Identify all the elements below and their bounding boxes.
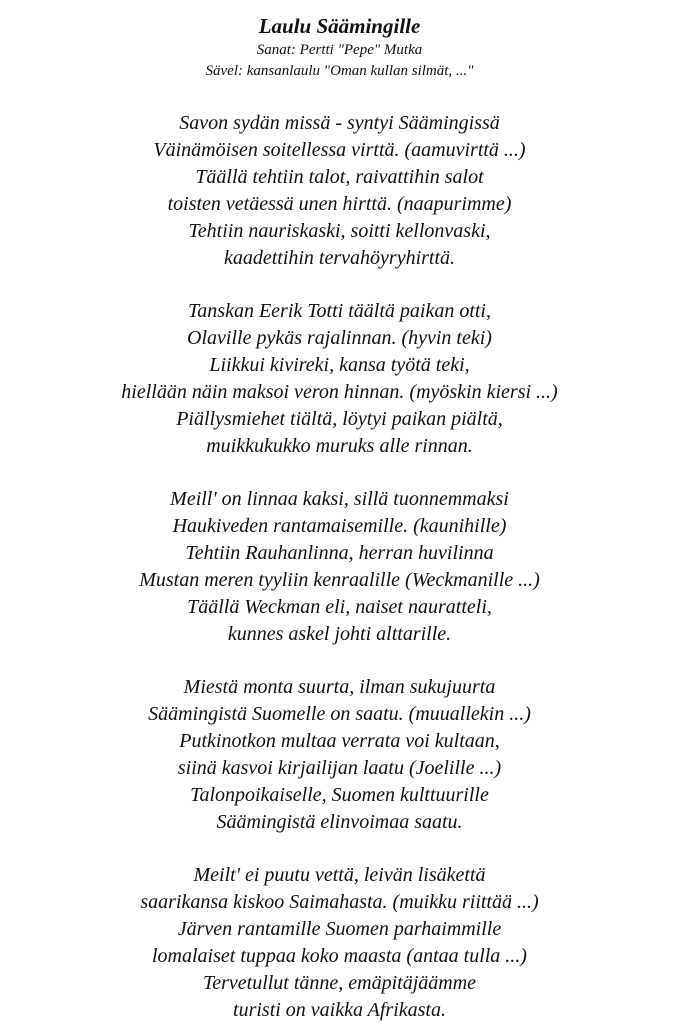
lyric-line: Savon sydän missä - syntyi Säämingissä: [179, 112, 500, 134]
song-title: Laulu Säämingille: [258, 14, 421, 38]
lyric-line: Olaville pykäs rajalinnan. (hyvin teki): [187, 327, 492, 349]
lyric-line: Haukiveden rantamaisemille. (kaunihille): [172, 515, 507, 537]
stanza-1: [0, 110, 679, 272]
lyric-line: Järven rantamille Suomen parhaimmille: [177, 918, 502, 940]
lyric-line: Säämingistä Suomelle on saatu. (muuallekin ...): [148, 703, 531, 725]
lyric-line: hiellään näin maksoi veron hinnan. (myöskin kiersi ...): [121, 381, 558, 403]
lyric-line: Meill' on linnaa kaksi, sillä tuonnemmaksi: [170, 488, 509, 510]
lyrics-credit: Sanat: Pertti "Pepe" Mutka: [256, 42, 423, 58]
lyric-line: Säämingistä elinvoimaa saatu.: [216, 811, 463, 833]
melody-credit: Sävel: kansanlaulu "Oman kullan silmät, ...": [205, 63, 474, 79]
lyric-line: Tehtiin Rauhanlinna, herran huvilinna: [185, 542, 494, 564]
lyric-line: turisti on vaikka Afrikasta.: [233, 999, 446, 1021]
lyric-line: Putkinotkon multaa verrata voi kultaan,: [179, 730, 500, 752]
lyric-line: toisten vetäessä unen hirttä. (naapurimme): [167, 193, 512, 215]
lyric-line: Tehtiin nauriskaski, soitti kellonvaski,: [188, 220, 491, 242]
lyric-line: Meilt' ei puutu vettä, leivän lisäkettä: [193, 864, 486, 886]
lyric-line: Tanskan Eerik Totti täältä paikan otti,: [188, 300, 491, 322]
stanza-3: [0, 486, 679, 648]
stanza-2: [0, 298, 679, 460]
lyric-line: lomalaiset tuppaa koko maasta (antaa tulla ...): [152, 945, 527, 967]
lyric-line: Talonpoikaiselle, Suomen kulttuurille: [190, 784, 489, 806]
lyrics-body: [0, 110, 679, 1024]
lyric-line: saarikansa kiskoo Saimahasta. (muikku riittää ...): [140, 891, 539, 913]
lyric-line: Mustan meren tyyliin kenraalille (Weckmanille ...): [139, 569, 540, 591]
lyric-line: siinä kasvoi kirjailijan laatu (Joelille ...): [177, 757, 502, 779]
lyric-line: Tervetullut tänne, emäpitäjäämme: [202, 972, 477, 994]
lyric-line: muikkukukko muruks alle rinnan.: [206, 435, 473, 457]
lyric-line: kunnes askel johti alttarille.: [227, 623, 452, 645]
lyric-line: Väinämöisen soitellessa virttä. (aamuvirttä ...): [153, 139, 526, 161]
lyric-line: Miestä monta suurta, ilman sukujuurta: [183, 676, 496, 698]
stanza-5: [0, 862, 679, 1024]
lyric-line: Täällä tehtiin talot, raivattihin salot: [195, 166, 484, 188]
lyric-line: Liikkui kivireki, kansa työtä teki,: [209, 354, 470, 376]
lyric-line: Täällä Weckman eli, naiset nauratteli,: [187, 596, 492, 618]
lyric-line: kaadettihin tervahöyryhirttä.: [223, 247, 456, 269]
lyric-line: Piällysmiehet tiältä, löytyi paikan piältä,: [176, 408, 503, 430]
stanza-4: [0, 674, 679, 836]
